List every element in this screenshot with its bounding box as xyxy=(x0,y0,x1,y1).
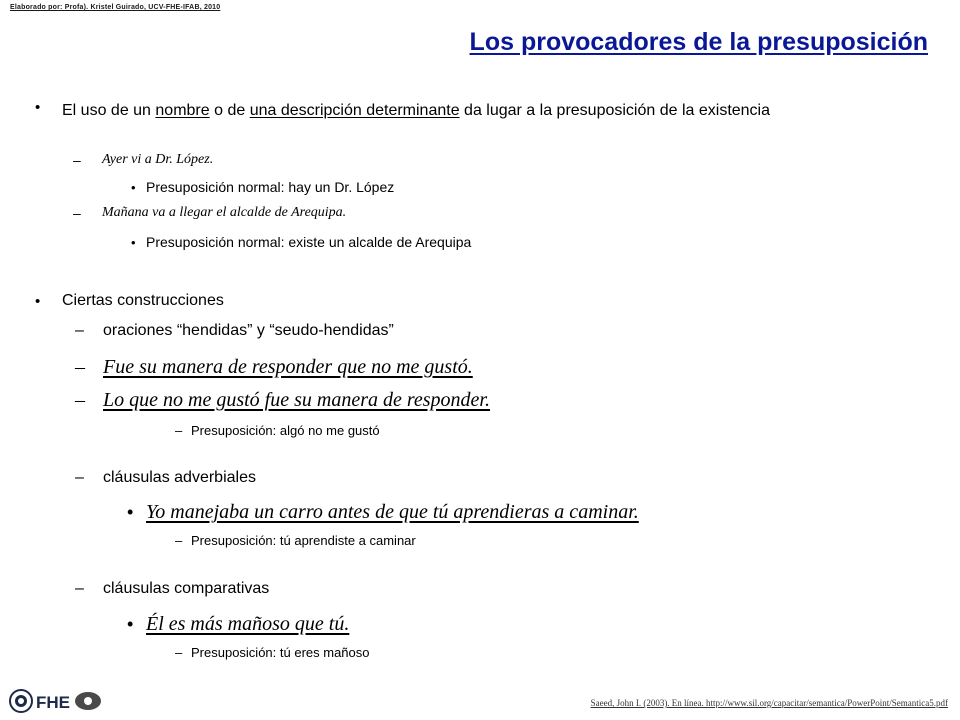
dash-marker: – xyxy=(75,469,84,486)
example-sentence: Mañana va a llegar el alcalde de Arequipa. xyxy=(102,205,347,220)
construction-label: cláusulas comparativas xyxy=(103,580,270,597)
dash-marker: – xyxy=(75,389,85,411)
bullet-point: • xyxy=(35,99,41,116)
bullet-point: • xyxy=(127,502,134,522)
bullet-point: • xyxy=(127,614,134,634)
dash-marker: – xyxy=(175,423,183,438)
example-sentence: Fue su manera de responder que no me gustó. xyxy=(103,356,473,378)
nombre-term: nombre xyxy=(155,102,210,119)
slide-title: Los provocadores de la presuposición xyxy=(469,28,928,56)
dash-marker: – xyxy=(75,580,84,597)
presupposition-line: Presuposición normal: existe un alcalde de Arequipa xyxy=(146,234,472,250)
presupposition-line: Presuposición: tú eres mañoso xyxy=(191,645,370,660)
dash-marker: – xyxy=(175,645,183,660)
dash-marker: – xyxy=(175,533,183,548)
dash-marker: – xyxy=(73,205,81,221)
construction-label: oraciones “hendidas” y “seudo-hendidas” xyxy=(103,322,394,339)
presupposition-line: Presuposición: algó no me gustó xyxy=(191,423,380,438)
presupposition-line: Presuposición normal: hay un Dr. López xyxy=(146,179,395,195)
example-sentence: Ayer vi a Dr. López. xyxy=(102,152,214,167)
dash-marker: – xyxy=(75,356,85,378)
example-sentence: Lo que no me gustó fue su manera de responder. xyxy=(103,389,491,411)
dash-marker: – xyxy=(73,152,81,168)
dash-marker: – xyxy=(75,322,84,339)
bullet-point: • xyxy=(131,235,136,250)
example-sentence: Yo manejaba un carro antes de que tú aprendieras a caminar. xyxy=(146,501,639,523)
reference-link[interactable]: Saeed, John I. (2003). En línea. http://www.sil.org/capacitar/semantica/PowerPoint/Semantica5.pdf xyxy=(590,698,948,708)
bullet-point: • xyxy=(131,180,136,195)
example-sentence: Él es más mañoso que tú. xyxy=(146,613,350,635)
intro-paragraph: El uso de un nombre o de una descripción determinante da lugar a la presuposición de la existencia xyxy=(62,102,771,119)
bullet-point: • xyxy=(35,293,41,310)
section-heading: Ciertas construcciones xyxy=(62,292,224,309)
svg-text:FHE: FHE xyxy=(36,693,70,712)
institution-logo xyxy=(8,688,104,714)
construction-label: cláusulas adverbiales xyxy=(103,469,256,486)
author-credit: Elaborado por: Profa). Kristel Guirado, UCV-FHE-IFAB, 2010 xyxy=(10,4,221,11)
presupposition-line: Presuposición: tú aprendiste a caminar xyxy=(191,533,416,548)
descripcion-term: una descripción determinante xyxy=(249,102,460,119)
